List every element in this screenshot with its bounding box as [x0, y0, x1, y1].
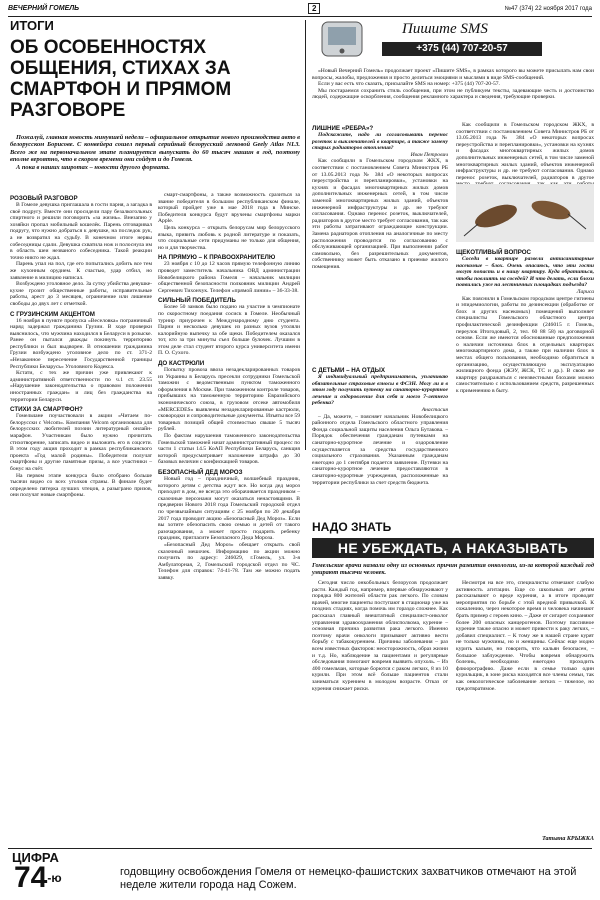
cifra-number: 74 [14, 861, 48, 894]
sms-send-text: Если у вас есть что сказать, присылайте SMS на номер: +375 (44) 707-20-57. [318, 81, 500, 88]
article-heading: СТИХИ ЗА СМАРТФОН? [10, 406, 83, 414]
article-heading: С ГРУЗИНСКИМ АКЦЕНТОМ [10, 310, 95, 318]
qa-tarakany-answer: Как пояснили в Гомельском городском центре гигиены и эпидемиологии, работы по дезинсекции (обработке от блох и других насекомых) помещений выполняет специалисты Гомельского областного центра профилактической дезинфекции (246015 г. Гомель, переулок Итогодовый, 2, тел. 60 88 58) на договорной основе. Если же имеются обоснованные предположения о наличии источника блох в отдельных квартирах многоквартирного дома, а также при наличии блох в местах общего пользования, необходимо обратиться в организацию, осуществляющую эксплуатацию жилищного фонда (ЖЭУ, ЖСК, ТС и др.). В свою же квартиру раздражаться с неизвестными блохами можно самостоятельно с использованием средств, разрешенных к применению в быту. [456, 295, 594, 394]
article-heading: СИЛЬНЫЙ ПОБЕДИТЕЛЬ [158, 297, 236, 305]
cancer-column-1-text: Сегодня число онкобольных белорусов продолжает расти. Каждый год, например, впервые обнаруживают у порядка 800 жителей области рак легкого. По словам врачей, многие пациенты поступают в стационар уже на поздних стадиях, когда помочь им гораздо сложнее. Как рассказал главный внештатный специалист-онколог управления здравоохранения облисполкома, курение – основная причина развития рака легкого. Именно поэтому врачи онкологи призывают активно вести борьбу с табакокурением. Причины заболевания – раз всем известных факторов: неосторожность, образ жизни и т.д. Но, наблюдение за пациентами и регулярные обследования помогают вовремя выявить опухоль. – Из 400 гомельчан, которые борются с раком легких, 8 из 10 курили. При этом всё больше пациентов стали заниматься курением в молодом возрасте. Отказ от курения снижает риски. [312, 580, 448, 692]
qa-tarakany [456, 246, 594, 514]
qa-col-right-top [456, 122, 594, 180]
qa-deti [312, 364, 448, 514]
qa-rebra-answer: Как сообщили в Гомельском городском ЖКХ, в соответствии с постановлением Совета Министров РБ от 13.05.2013 года № 384 «О некоторых вопросах переустройства и перепланировки», установки на кухнях и фасадах многоквартирных жилых домов дополнительных инженерных сетей, в том числе заменой многоквартирных жилых зданий, объектов инженерной инфраструктуры и др. не требуют согласования. Однако перенос розеток, выключателей, радиаторов в другое место требует согласования, так как эти работы затрагивают ограждающие конструкции. Замена радиаторов отопления на аналогичные по месту расположения проводится по согласованию с обслуживающей организацией. При выполнении работ самовольно, без разрешительных документов, собственнику может быть отказано в приемке жилого помещения. [312, 158, 448, 270]
sms-intro-text: «Новый Вечерний Гомель» продолжает проект «Пишите SMS», в рамках которого вы можете присылать нам свои вопросы, жалобы, предложения и просто делиться эмоциями и мыслями в виде SMS-сообщений. [312, 68, 594, 81]
qa-rebra-author: Иван Петрович [410, 151, 448, 158]
cifra-top-rule [8, 848, 592, 849]
main-column-1 [10, 192, 152, 868]
sms-title: Пишите SMS [402, 21, 488, 37]
lead-subtext: А пока в наших широтах – новости другого формата. [16, 163, 170, 171]
sms-promise-text: Мы постараемся сохранить стиль сообщения, при этом не публикуем тексты, задевающие честь и достоинство людей, содержащие оскорбления, сообщения рекламного характера и сведения, требующие проверки. [312, 87, 594, 101]
cifra-suffix: -ю [47, 871, 62, 885]
section-label-nado-znat: НАДО ЗНАТЬ [312, 520, 392, 534]
article-paragraph: смарт-смартфоны, а также возможность сразиться за звание победителя в большом республиканском финале, который пройдет уже в мае 2018 года в Минске. Победителя конкурса будут вручены смартфоны марки Apple. [158, 192, 300, 225]
article-paragraph: По фактам нарушения таможенного законодательства Гомельской таможней начат административный процесс по части 1 статьи 14.5 КоАП Республики Беларусь, санкция которой предусматривает наложение штрафа до 30 базовых величин с конфискацией товаров. [158, 433, 300, 466]
cancer-lead: Гомельские врачи назвали одну из основных причин развития онкологии, из-за которой каждый год умирают тысячи человек. [312, 562, 594, 577]
qa-tarakany-question: Соседи в квартире развели антисанитарные насекомые – блох. Очень опасаюсь, что эти гости могут попасть и в нашу квартиру. Куда обратиться, чтобы повлиять на соседей? И что делать, если блохи появились уже на лестничных площадках подъезда? [456, 256, 594, 289]
sms-banner [312, 18, 594, 66]
sms-phone: +375 (44) 707-20-57 [382, 42, 542, 56]
qa-tarakany-author: Лариса [576, 288, 594, 295]
main-lead [10, 134, 300, 192]
cancer-headline: НЕ УБЕЖДАТЬ, А НАКАЗЫВАТЬ [312, 538, 594, 558]
cifra-value [14, 862, 62, 894]
article-heading: НА ПРЯМУЮ – К ПРАВООХРАНИТЕЛЮ [158, 254, 276, 262]
article-paragraph: Цель конкурса – открыть белорусам мир белорусского языка, привить любовь к родной литературе и показать, что социальные сети придуманы не только для общения, но и для творчества. [158, 224, 300, 251]
cifra-text: годовщину освобождения Гомеля от немецко-фашистских захватчиков отмечают на этой неделе жители города над Сожем. [120, 866, 577, 891]
article-paragraph: Попытку провоза ввоза незадекларированных товаров из Украины в Беларусь пресекли сотрудники Гомельской таможни с ведомственным пунктом таможенного оформления в Москве. При таможенном контроле товаров, прибывших на таможенную территорию Евразийского экономического союза, в грузовом отсеке автомобиля «MERCEDES» выявлены незадекларированные кастрюли, сковородки и сопроводительные документы. Изъяты все 59 товарных позиций общей стоимостью свыше 5 тысяч рублей. [158, 367, 300, 433]
section-label-itogi: ИТОГИ [10, 18, 54, 33]
article-heading: РОЗОВЫЙ РАЗГОВОР [10, 195, 78, 202]
section-label-cifra: ЦИФРА [12, 850, 59, 865]
qa-rebra [312, 122, 448, 362]
cancer-column-1 [312, 580, 448, 842]
article-paragraph: 23 ноября с 10 до 12 часов прямую телефонную линию проведет заместитель начальника ОВД администрации Новобелицкого района Гомеля – начальник милиции общественной безопасности полковник милиции Андрей Сергеевич Тихончук. Телефон «прямой линии» – 36-33-38. [158, 261, 300, 294]
article-paragraph: «Безопасный Дед Мороз» обещает открыть свой сказочный мешочек. Информацию по акции можно получить по адресу: 246029, г.Гомель, ул. 3-я Амбулаторная, 2, Гомельский городской отдел по ЧС. Телефон для справок: 74-41-78. Там же можно подать заявку. [158, 541, 300, 581]
qa-rebra-question: Подскажите, надо ли согласовывать перенос розеток и выключателей в квартире, а также замену старых радиаторов отопления? [312, 132, 448, 152]
article-paragraph: 16 ноября в пункте пропуска «Веселовка» пограничный наряд задержал гражданина Грузии. В ходе проверки выяснилось, что мужчина находился в Беларуси в розыске. Ранее он пытался дважды покинуть территорию республики и был выдворен. В отношении гражданина Грузии возбуждено уголовное дело по ст. 371-2 «Незаконное пересечение Государственной границы Республики Беларусь» Уголовного Кодекса. [10, 317, 152, 370]
qa-rebra-heading: ЛИШНИЕ «РЕБРА»? [312, 125, 374, 132]
insects-illustration [456, 184, 594, 242]
article-paragraph: Новый год – праздничный, волшебный праздник, которого детям с детства ждут все. Но когда дед мороз приходит в дом, не всегда это оборачивается праздником – сказочные персонажи могут оказаться ненастоящими. В предверии Нового 2018 года Гомельский городской отдел по чрезвычайным ситуациям с 25 ноября по 20 декабря 2017 года проводит акцию «Безопасный Дед Мороз». Если вы хотите обезопасить свою семью и детей от такого разочарования, а может просто подарить ребенку праздник, пригласите Безопасного Деда Мороза. [158, 475, 300, 542]
main-column-2 [158, 192, 300, 868]
cancer-column-2-text: Несмотря на все это, специалисты отмечают слабую активность агитации. Еще со школьных лет детям рассказывают о вреде курения, а в итоге проводят мероприятия по борьбе с этой вредной привычкой. К сожалению, через некоторое время и человека начинают брать пример с героев кино. – Даже от сигарет сохраняют более 200 опасных канцерогенов. Поэтому пассивное курение также опасно и может привести к раку легких, – добавил специалист. – К тому же в нашей стране курят не только мужчины, но и женщины. Сейчас еще модно курить кальян, но говорить, что кальян безопасен, – большое заблуждение. Чтобы вовремя обнаружить болезнь, необходимо ежегодно проходить флюорографию. Даже если в семье только один курильщик, в зоне риска находятся все члены семьи, так как онкологическое заболевание легких – тяжелое, но предотвратимое. [456, 580, 594, 692]
lead-text: Пожалуй, главная новость минувшей недели – официальное открытие нового производства авто в белорусском Борисове. С конвейера сошел первый серийный белорусский легковой Geely Atlas NL3. Всего же на первоначальном этапе планируется выпускать до 60 тысяч машин в год, поэтому вполне вероятно, что в скором времени они сойдут и до Гомеля. [10, 134, 300, 164]
issue-info: №47 (374) 22 ноября 2017 года [504, 6, 592, 12]
qa-tarakany-heading: ЩЕКОТЛИВЫЙ ВОПРОС [456, 249, 532, 256]
article-paragraph: На первом этапе конкурса было отобрано больше тысячи видео со всех уголков страны. В финале будет определено пятерка лучших чтецов, а разыграно призов, они получат новые смартфоны. [10, 472, 152, 499]
sms-intro [312, 68, 594, 120]
article-paragraph: В Гомеле девушка приглашала в гости парня, а загадка в своё подругу. Вместе они просидели пару безалкогольных спиртного и решили поговорить «за жизнь». Внезапно у хозяйки пропал мобильный кошелёк. Парень отговаривал подругу, что нужно добраться к девушке, на последок рук, а не возвратил на судьбу. В конечном итоге нервы собеседницы сдали. Девушка схватила нож и полоснула им в область шеи незваного собеседника. Такой реакции точно никто не ждал. [10, 202, 152, 261]
qa-deti-question: Я индивидуальный предприниматель, уплачиваю обязательные страховые взносы в ФСЗН. Могу ли я в этом году получить путевку на санаторно-курортное лечение и оздоровление для себя и моего 7-летнего ребенка? [312, 374, 448, 407]
article-paragraph: Кстати, с тех же причин уже привлекают к административной ответственности по ч.1 ст. 23.55 «Нарушение законодательства о правовом положении иностранных граждан» и лиц без гражданства на территории Беларуси. [10, 370, 152, 403]
brand: ВЕЧЕРНИЙ ГОМЕЛЬ [8, 5, 80, 12]
article-heading: ДО КАСТРЮЛИ [158, 360, 205, 368]
cancer-column-2 [456, 580, 594, 834]
article-paragraph: Гомельчане поучаствовали в акции «Читаем по-белорусски с Velcom». Компания Velcom организовала для белорусских любителей поэзии литературный онлайн-марафон. Участникам было нужно прочитать стихотворение, записать видео и выложить его в соцсети. В этом году акция проходит в рамках республиканского проекта «Год малой родины». Победители получат смартфоны и другие памятные призы, а все участники – бонус на счёт. [10, 413, 152, 472]
page-number: 2 [308, 3, 320, 14]
page-header [8, 4, 592, 17]
qa-deti-heading: С ДЕТЬМИ – НА ОТДЫХ [312, 367, 385, 374]
phone-icon [312, 18, 372, 66]
article-paragraph: Более 50 замков было подано на участие в чемпионате по скоростному поедания сосиск в Гомеле. Необычный турнир приурочен к Международному дню студента. Парни и несколько девушек из разных вузов утоляли калорийную выпечку за обе щеки. Победителем оказался тот, кто за три минуты съел больше булочек. Лучшим в этом деле стал студент второго курса университета имени П. О. Сухого. [158, 304, 300, 357]
column-divider [305, 20, 306, 450]
main-headline: ОБ ОСОБЕННОСТЯХ ОБЩЕНИЯ, СТИХАХ ЗА СМАРТФОН И ПРЯМОМ РАЗГОВОРЕ [10, 37, 232, 121]
qa-continuation: Как сообщили в Гомельском городском ЖКХ, в соответствии с постановлением Совета Министров РБ от 13.05.2013 года № 384 «О некоторых вопросах переустройства и перепланировки», установки на кухнях и фасадах многоквартирных жилых домов дополнительных инженерных сетей, в том числе заменой многоквартирных жилых зданий, объектов инженерной инфраструктуры и др. не требуют согласования. Однако перенос розеток, выключателей, радиаторов в другое [456, 122, 594, 181]
qa-deti-answer: – Да, можете, – поясняет начальник Новобелицкого районного отдела Гомельского областного управления Фонда социальной защиты населения Ольга Бутакова. – Порядок обеспечения гражданам путевками на санаторно-курортное лечение и оздоровление осуществляется за средства государственного социального страхования. Указанным гражданам ежегодно до 1 сентября подается заявление. Путевки на санаторно-курортное лечение предоставляются в санаторно-курортные учреждения, расположенные на территории республики за счет средств бюджета. [312, 413, 448, 486]
article-paragraph: Парень упал на пол, где его попытались добить все тем же кухонным орудием. К счастью, удар отбил, но заявление в милицию написал. [10, 261, 152, 281]
article-paragraph: Возбуждено уголовное дело. За сутку убийства девушке-кухне грозит общественные работы, исправительные работы, арест до 3 месяцев, ограничение или лишение свободы до двух лет с отметкой. [10, 281, 152, 307]
article-heading: БЕЗОПАСНЫЙ ДЕД МОРОЗ [158, 468, 243, 476]
cancer-author: Татьяна КРЫЖКА [542, 836, 594, 842]
qa-deti-author: Анастасия [421, 406, 448, 413]
